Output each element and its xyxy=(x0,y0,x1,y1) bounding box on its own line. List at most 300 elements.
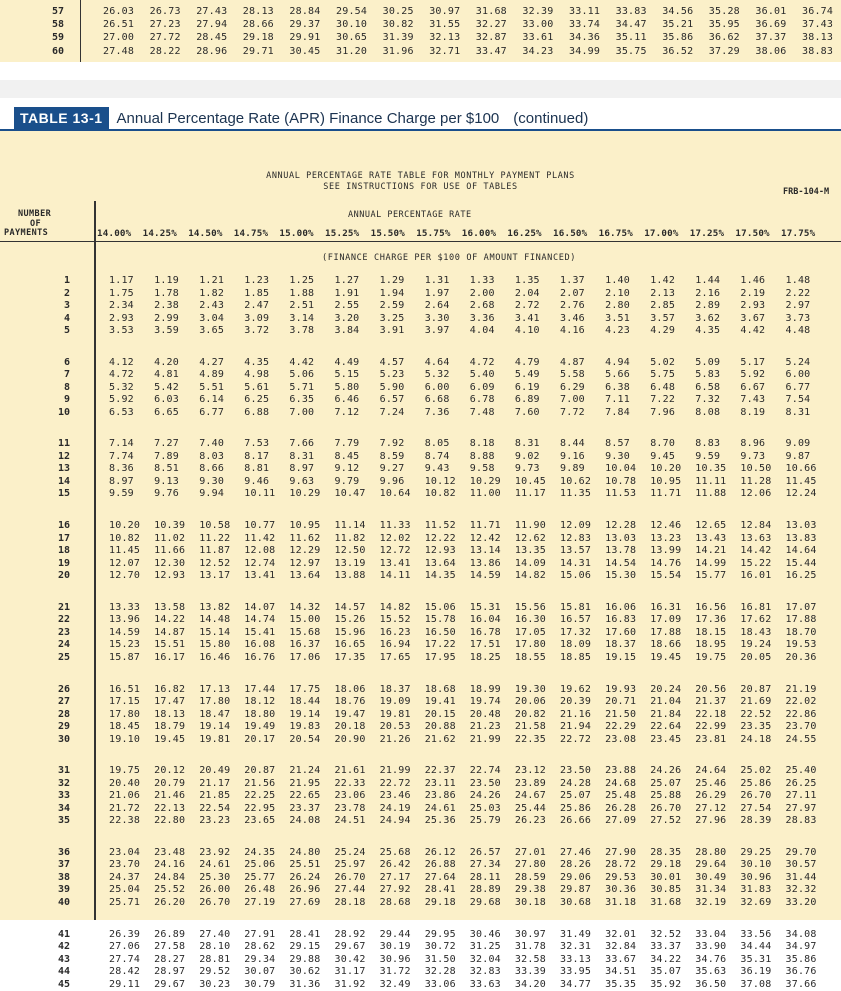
finance-charge-cell: 9.96 xyxy=(379,475,405,487)
finance-charge-cell: 21.61 xyxy=(334,765,366,777)
finance-charge-cell: 10.45 xyxy=(514,475,546,487)
finance-charge-cell: 24.84 xyxy=(154,871,186,883)
finance-charge-cell: 17.80 xyxy=(199,696,231,707)
finance-charge-cell: 4.42 xyxy=(289,356,315,368)
finance-charge-cell: 26.28 xyxy=(605,802,637,814)
finance-charge-cell: 2.47 xyxy=(244,300,270,311)
finance-charge-cell: 7.60 xyxy=(514,406,540,418)
finance-charge-cell: 8.31 xyxy=(514,438,540,450)
finance-charge-cell: 7.00 xyxy=(289,406,315,418)
finance-charge-cell: 34.51 xyxy=(605,966,637,978)
finance-charge-cell: 2.22 xyxy=(785,287,811,299)
finance-charge-cell: 34.22 xyxy=(650,953,682,965)
finance-charge-cell: 29.52 xyxy=(199,966,231,978)
finance-charge-cell: 19.93 xyxy=(605,683,637,695)
finance-charge-cell: 14.64 xyxy=(785,545,817,557)
finance-charge-cell: 26.29 xyxy=(695,790,727,802)
finance-charge-cell: 33.13 xyxy=(560,953,592,965)
finance-charge-cell: 10.95 xyxy=(650,475,682,487)
finance-charge-cell: 25.51 xyxy=(289,859,321,871)
finance-charge-cell: 14.48 xyxy=(199,614,231,626)
finance-charge-cell: 11.14 xyxy=(334,520,366,532)
finance-charge-cell: 23.23 xyxy=(199,815,231,827)
finance-charge-cell: 23.48 xyxy=(154,846,186,858)
finance-charge-cell: 18.66 xyxy=(650,639,682,651)
top-row-cell: 34.99 xyxy=(569,45,601,57)
finance-charge-cell: 35.07 xyxy=(650,966,682,978)
finance-charge-cell: 32.31 xyxy=(560,941,592,953)
finance-charge-cell: 8.05 xyxy=(424,438,450,450)
top-row-cell: 33.11 xyxy=(569,6,601,17)
finance-charge-cell: 14.32 xyxy=(289,601,321,613)
finance-charge-cell: 24.67 xyxy=(514,790,546,802)
finance-charge-cell: 2.93 xyxy=(740,300,766,311)
top-row-cell: 27.00 xyxy=(103,32,135,44)
finance-charge-cell: 2.10 xyxy=(605,287,630,299)
top-row-number: 59 xyxy=(51,32,64,44)
finance-charge-cell: 21.56 xyxy=(244,777,276,789)
finance-charge-cell: 10.78 xyxy=(605,475,637,487)
top-row-cell: 34.23 xyxy=(522,45,554,57)
finance-charge-cell: 2.51 xyxy=(289,300,315,311)
finance-charge-cell: 13.88 xyxy=(334,570,366,582)
finance-charge-cell: 19.14 xyxy=(199,721,231,732)
finance-charge-cell: 21.72 xyxy=(109,802,141,814)
finance-charge-cell: 21.85 xyxy=(199,790,231,802)
finance-charge-cell: 31.92 xyxy=(334,978,366,990)
finance-charge-cell: 22.18 xyxy=(695,708,727,720)
finance-charge-cell: 16.37 xyxy=(289,639,321,651)
rate-header: 15.75% xyxy=(416,228,451,239)
finance-charge-cell: 11.90 xyxy=(514,520,546,532)
finance-charge-cell: 25.88 xyxy=(650,790,682,802)
finance-charge-cell: 7.32 xyxy=(695,394,721,406)
table-row xyxy=(0,815,841,827)
finance-charge-cell: 20.40 xyxy=(109,777,141,789)
top-row-cell: 31.55 xyxy=(429,19,461,31)
finance-charge-cell: 7.54 xyxy=(785,394,811,406)
finance-charge-cell: 10.04 xyxy=(605,463,637,475)
finance-charge-cell: 1.42 xyxy=(650,275,676,286)
finance-charge-cell: 26.25 xyxy=(785,777,817,789)
finance-charge-cell: 9.79 xyxy=(334,475,360,487)
finance-charge-cell: 29.64 xyxy=(695,859,727,871)
finance-charge-cell: 17.36 xyxy=(695,614,727,626)
finance-charge-cell: 3.14 xyxy=(289,312,315,324)
finance-charge-cell: 21.06 xyxy=(109,790,141,802)
finance-charge-cell: 27.91 xyxy=(244,928,276,940)
top-row-cell: 38.06 xyxy=(755,45,787,57)
payments-count: 33 xyxy=(57,790,70,802)
finance-charge-cell: 27.09 xyxy=(605,815,637,827)
finance-charge-cell: 19.10 xyxy=(109,733,141,745)
top-row-cell: 36.01 xyxy=(755,6,787,17)
finance-charge-cell: 6.65 xyxy=(154,406,179,418)
payments-count: 7 xyxy=(63,369,70,381)
payments-count: 34 xyxy=(57,802,70,814)
finance-charge-cell: 8.17 xyxy=(244,450,270,462)
top-row-cell: 30.82 xyxy=(382,19,414,31)
rate-header: 15.50% xyxy=(370,228,405,239)
finance-charge-cell: 13.33 xyxy=(109,601,141,613)
finance-charge-cell: 26.39 xyxy=(109,928,141,940)
finance-charge-cell: 26.89 xyxy=(154,928,186,940)
table-row xyxy=(0,639,841,651)
finance-charge-cell: 21.46 xyxy=(154,790,186,802)
table-row xyxy=(0,570,841,582)
finance-charge-cell: 16.17 xyxy=(154,651,186,663)
finance-charge-cell: 29.53 xyxy=(605,871,637,883)
finance-charge-cell: 11.00 xyxy=(469,488,501,500)
finance-charge-cell: 20.88 xyxy=(424,721,456,732)
finance-charge-cell: 33.20 xyxy=(785,896,817,908)
table-row xyxy=(0,627,841,639)
finance-charge-cell: 9.45 xyxy=(650,450,676,462)
payments-count: 37 xyxy=(57,859,70,871)
finance-charge-cell: 12.83 xyxy=(560,532,592,544)
finance-charge-cell: 15.56 xyxy=(514,601,546,613)
rate-header: 15.25% xyxy=(325,228,360,239)
payments-count: 35 xyxy=(57,815,70,827)
finance-charge-cell: 33.06 xyxy=(424,978,456,990)
finance-charge-cell: 30.18 xyxy=(514,896,546,908)
finance-charge-cell: 30.07 xyxy=(244,966,276,978)
payments-count: 39 xyxy=(57,884,70,896)
finance-charge-cell: 31.18 xyxy=(605,896,637,908)
finance-charge-cell: 17.06 xyxy=(289,651,321,663)
finance-charge-cell: 15.77 xyxy=(695,570,727,582)
finance-charge-cell: 6.09 xyxy=(469,381,495,393)
finance-charge-cell: 3.30 xyxy=(424,312,450,324)
finance-charge-cell: 26.12 xyxy=(424,846,456,858)
finance-charge-cell: 9.02 xyxy=(514,450,540,462)
finance-charge-cell: 2.76 xyxy=(560,300,585,311)
finance-charge-cell: 20.15 xyxy=(424,708,456,720)
finance-charge-cell: 2.89 xyxy=(695,300,721,311)
finance-charge-cell: 31.34 xyxy=(695,884,727,896)
finance-charge-cell: 22.54 xyxy=(199,802,231,814)
finance-charge-cell: 6.68 xyxy=(424,394,450,406)
top-row-number: 57 xyxy=(51,6,64,17)
finance-charge-cell: 11.66 xyxy=(154,545,186,557)
finance-charge-cell: 2.16 xyxy=(695,287,721,299)
finance-charge-cell: 8.44 xyxy=(560,438,585,450)
finance-charge-cell: 11.45 xyxy=(785,475,817,487)
finance-charge-cell: 32.58 xyxy=(514,953,546,965)
finance-charge-cell: 21.23 xyxy=(469,721,501,732)
finance-charge-cell: 25.97 xyxy=(334,859,366,871)
finance-charge-cell: 5.23 xyxy=(379,369,405,381)
finance-charge-cell: 26.20 xyxy=(154,896,186,908)
table-row xyxy=(0,476,841,488)
finance-charge-cell: 20.54 xyxy=(289,733,321,745)
top-row-cell: 37.29 xyxy=(708,45,740,57)
finance-charge-cell: 12.06 xyxy=(740,488,772,500)
table-caption xyxy=(14,107,588,129)
top-row-cell: 32.13 xyxy=(429,32,461,44)
top-row-cell: 28.22 xyxy=(149,45,181,57)
finance-charge-cell: 27.92 xyxy=(379,884,411,896)
finance-charge-cell: 11.11 xyxy=(695,475,727,487)
finance-charge-cell: 6.67 xyxy=(740,381,766,393)
finance-charge-cell: 1.31 xyxy=(424,275,450,286)
payments-count: 27 xyxy=(57,696,70,707)
finance-charge-cell: 22.95 xyxy=(244,802,276,814)
finance-charge-cell: 16.08 xyxy=(244,639,276,651)
finance-charge-cell: 16.46 xyxy=(199,651,231,663)
finance-charge-cell: 35.31 xyxy=(740,953,772,965)
finance-charge-cell: 28.11 xyxy=(469,871,501,883)
top-row-cell: 35.95 xyxy=(708,19,740,31)
finance-charge-cell: 6.00 xyxy=(785,369,811,381)
finance-charge-cell: 10.82 xyxy=(424,488,456,500)
finance-charge-cell: 12.08 xyxy=(244,545,276,557)
finance-charge-cell: 20.49 xyxy=(199,765,231,777)
finance-charge-cell: 3.78 xyxy=(289,325,315,336)
finance-charge-cell: 33.04 xyxy=(695,928,727,940)
finance-charge-cell: 1.17 xyxy=(109,275,134,286)
top-row-cell: 35.11 xyxy=(615,32,647,44)
payments-count: 45 xyxy=(57,978,70,990)
finance-charge-cell: 15.52 xyxy=(379,614,411,626)
finance-charge-cell: 20.79 xyxy=(154,777,186,789)
finance-charge-cell: 34.20 xyxy=(514,978,546,990)
finance-charge-cell: 15.22 xyxy=(740,557,772,569)
finance-charge-cell: 2.99 xyxy=(154,312,179,324)
finance-charge-cell: 9.73 xyxy=(514,463,540,475)
finance-charge-cell: 12.72 xyxy=(379,545,411,557)
finance-charge-cell: 18.55 xyxy=(514,651,546,663)
finance-charge-cell: 10.35 xyxy=(695,463,727,475)
finance-charge-cell: 2.43 xyxy=(199,300,225,311)
finance-charge-cell: 1.19 xyxy=(154,275,179,286)
finance-charge-cell: 22.29 xyxy=(605,721,637,732)
finance-charge-cell: 17.80 xyxy=(514,639,546,651)
finance-charge-cell: 25.77 xyxy=(244,871,276,883)
finance-charge-cell: 1.29 xyxy=(379,275,405,286)
finance-charge-cell: 16.25 xyxy=(785,570,817,582)
finance-charge-cell: 14.99 xyxy=(695,557,727,569)
finance-charge-cell: 22.38 xyxy=(109,815,141,827)
finance-charge-cell: 14.11 xyxy=(379,570,411,582)
finance-charge-cell: 2.00 xyxy=(469,287,495,299)
finance-charge-cell: 10.47 xyxy=(334,488,366,500)
finance-charge-cell: 4.35 xyxy=(244,356,270,368)
continued-label: (continued) xyxy=(513,109,589,127)
finance-charge-cell: 31.78 xyxy=(514,941,546,953)
finance-charge-cell: 20.48 xyxy=(469,708,501,720)
top-row-cell: 26.03 xyxy=(103,6,135,17)
finance-charge-cell: 16.30 xyxy=(514,614,546,626)
finance-charge-cell: 28.41 xyxy=(424,884,456,896)
finance-charge-cell: 24.18 xyxy=(740,733,772,745)
finance-charge-cell: 27.64 xyxy=(424,871,456,883)
finance-charge-cell: 7.74 xyxy=(109,450,134,462)
table-number-tag: TABLE 13-1 xyxy=(14,107,109,129)
top-row-cell: 33.00 xyxy=(522,19,554,31)
finance-charge-cell: 6.29 xyxy=(560,381,585,393)
top-row-cell: 26.73 xyxy=(149,6,181,17)
finance-charge-cell: 25.52 xyxy=(154,884,186,896)
top-row-cell: 28.13 xyxy=(242,6,274,17)
finance-charge-cell: 24.80 xyxy=(289,846,321,858)
finance-charge-cell: 19.81 xyxy=(379,708,411,720)
finance-charge-cell: 9.46 xyxy=(244,475,270,487)
finance-charge-cell: 26.70 xyxy=(199,896,231,908)
finance-charge-cell: 4.81 xyxy=(154,369,179,381)
finance-charge-cell: 23.86 xyxy=(424,790,456,802)
finance-charge-cell: 7.79 xyxy=(334,438,360,450)
finance-charge-cell: 2.19 xyxy=(740,287,766,299)
finance-charge-cell: 10.29 xyxy=(469,475,501,487)
finance-charge-cell: 22.72 xyxy=(560,733,592,745)
table-row xyxy=(0,790,841,802)
finance-charge-cell: 10.64 xyxy=(379,488,411,500)
table-row xyxy=(0,803,841,815)
finance-charge-cell: 5.15 xyxy=(334,369,360,381)
finance-charge-cell: 4.23 xyxy=(605,325,630,336)
finance-charge-cell: 24.16 xyxy=(154,859,186,871)
finance-charge-cell: 30.46 xyxy=(469,928,501,940)
finance-charge-cell: 3.57 xyxy=(650,312,676,324)
finance-charge-cell: 23.08 xyxy=(605,733,637,745)
finance-charge-cell: 22.74 xyxy=(469,765,501,777)
finance-charge-cell: 6.78 xyxy=(469,394,495,406)
finance-charge-cell: 21.84 xyxy=(650,708,682,720)
finance-charge-cell: 2.38 xyxy=(154,300,179,311)
finance-charge-cell: 17.88 xyxy=(785,614,817,626)
finance-charge-cell: 1.88 xyxy=(289,287,315,299)
finance-charge-cell: 3.51 xyxy=(605,312,630,324)
finance-charge-cell: 27.17 xyxy=(379,871,411,883)
table-row xyxy=(0,558,841,570)
finance-charge-cell: 28.26 xyxy=(560,859,592,871)
finance-charge-cell: 23.92 xyxy=(199,846,231,858)
finance-charge-cell: 13.63 xyxy=(740,532,772,544)
table-row xyxy=(0,941,841,953)
finance-charge-cell: 25.86 xyxy=(740,777,772,789)
finance-charge-cell: 1.78 xyxy=(154,287,179,299)
finance-charge-cell: 24.64 xyxy=(695,765,727,777)
top-row-cell: 31.96 xyxy=(382,45,414,57)
finance-charge-cell: 27.34 xyxy=(469,859,501,871)
finance-charge-cell: 27.19 xyxy=(244,896,276,908)
finance-charge-cell: 3.67 xyxy=(740,312,766,324)
finance-charge-cell: 27.69 xyxy=(289,896,321,908)
finance-charge-cell: 32.04 xyxy=(469,953,501,965)
finance-charge-cell: 18.44 xyxy=(289,696,321,707)
finance-charge-cell: 15.26 xyxy=(334,614,366,626)
finance-charge-cell: 14.59 xyxy=(109,626,141,638)
finance-charge-cell: 5.51 xyxy=(199,381,225,393)
finance-charge-cell: 28.83 xyxy=(785,815,817,827)
finance-charge-cell: 16.50 xyxy=(424,626,456,638)
payments-count: 8 xyxy=(63,381,70,393)
finance-charge-cell: 14.57 xyxy=(334,601,366,613)
finance-charge-cell: 11.02 xyxy=(154,532,186,544)
finance-charge-cell: 3.53 xyxy=(109,325,134,336)
finance-charge-cell: 28.92 xyxy=(334,928,366,940)
top-row-cell: 35.28 xyxy=(708,6,740,17)
finance-charge-cell: 10.20 xyxy=(109,520,141,532)
finance-charge-cell: 4.79 xyxy=(514,356,540,368)
finance-charge-cell: 5.92 xyxy=(740,369,766,381)
table-row xyxy=(0,382,841,394)
top-row-cell: 33.74 xyxy=(569,19,601,31)
finance-charge-cell: 29.34 xyxy=(244,953,276,965)
table-row xyxy=(0,488,841,500)
finance-charge-cell: 27.97 xyxy=(785,802,817,814)
apr-header: ANNUAL PERCENTAGE RATE xyxy=(348,210,472,220)
finance-charge-cell: 20.90 xyxy=(334,733,366,745)
finance-charge-cell: 1.23 xyxy=(244,275,270,286)
finance-charge-cell: 10.20 xyxy=(650,463,682,475)
finance-charge-cell: 12.97 xyxy=(289,557,321,569)
payments-count: 31 xyxy=(57,765,70,777)
finance-charge-cell: 1.91 xyxy=(334,287,360,299)
finance-charge-cell: 32.69 xyxy=(740,896,772,908)
finance-charge-cell: 8.66 xyxy=(199,463,225,475)
finance-charge-cell: 36.76 xyxy=(785,966,817,978)
number-label-line2: OF xyxy=(30,219,42,229)
finance-charge-cell: 8.31 xyxy=(785,406,811,418)
top-row-cell: 32.27 xyxy=(475,19,507,31)
finance-charge-cell: 20.17 xyxy=(244,733,276,745)
payments-count: 13 xyxy=(57,463,70,475)
finance-charge-cell: 25.46 xyxy=(695,777,727,789)
top-row-cell: 30.45 xyxy=(289,45,321,57)
top-row-58 xyxy=(0,19,841,31)
finance-charge-cell: 23.04 xyxy=(109,846,141,858)
finance-charge-cell: 4.89 xyxy=(199,369,225,381)
finance-charge-cell: 25.03 xyxy=(469,802,501,814)
finance-charge-cell: 11.82 xyxy=(334,532,366,544)
finance-charge-cell: 21.04 xyxy=(650,696,682,707)
finance-charge-cell: 23.11 xyxy=(424,777,456,789)
finance-charge-cell: 25.68 xyxy=(379,846,411,858)
finance-charge-cell: 2.59 xyxy=(379,300,405,311)
finance-charge-cell: 14.07 xyxy=(244,601,276,613)
finance-charge-cell: 30.42 xyxy=(334,953,366,965)
finance-charge-cell: 2.68 xyxy=(469,300,495,311)
finance-charge-cell: 4.20 xyxy=(154,356,179,368)
payments-count: 32 xyxy=(57,777,70,789)
top-row-cell: 30.65 xyxy=(336,32,368,44)
finance-charge-cell: 1.25 xyxy=(289,275,315,286)
finance-charge-cell: 10.50 xyxy=(740,463,772,475)
finance-charge-cell: 25.36 xyxy=(424,815,456,827)
rate-header: 16.00% xyxy=(461,228,497,239)
finance-charge-cell: 3.97 xyxy=(424,325,450,336)
finance-charge-cell: 15.41 xyxy=(244,626,276,638)
finance-charge-cell: 5.06 xyxy=(289,369,315,381)
payments-count: 22 xyxy=(57,614,70,626)
finance-charge-cell: 7.40 xyxy=(199,438,225,450)
finance-charge-cell: 7.43 xyxy=(740,394,766,406)
finance-charge-cell: 7.48 xyxy=(469,406,495,418)
finance-charge-cell: 35.86 xyxy=(785,953,817,965)
finance-charge-cell: 13.57 xyxy=(560,545,592,557)
payments-count: 5 xyxy=(63,325,70,336)
rate-header: 17.75% xyxy=(781,228,816,239)
finance-charge-cell: 28.62 xyxy=(244,941,276,953)
finance-charge-cell: 7.89 xyxy=(154,450,179,462)
top-row-cell: 37.43 xyxy=(802,19,834,31)
finance-charge-cell: 32.52 xyxy=(650,928,682,940)
finance-charge-cell: 4.64 xyxy=(424,356,450,368)
finance-charge-cell: 8.88 xyxy=(469,450,495,462)
finance-charge-cell: 5.24 xyxy=(785,356,811,368)
